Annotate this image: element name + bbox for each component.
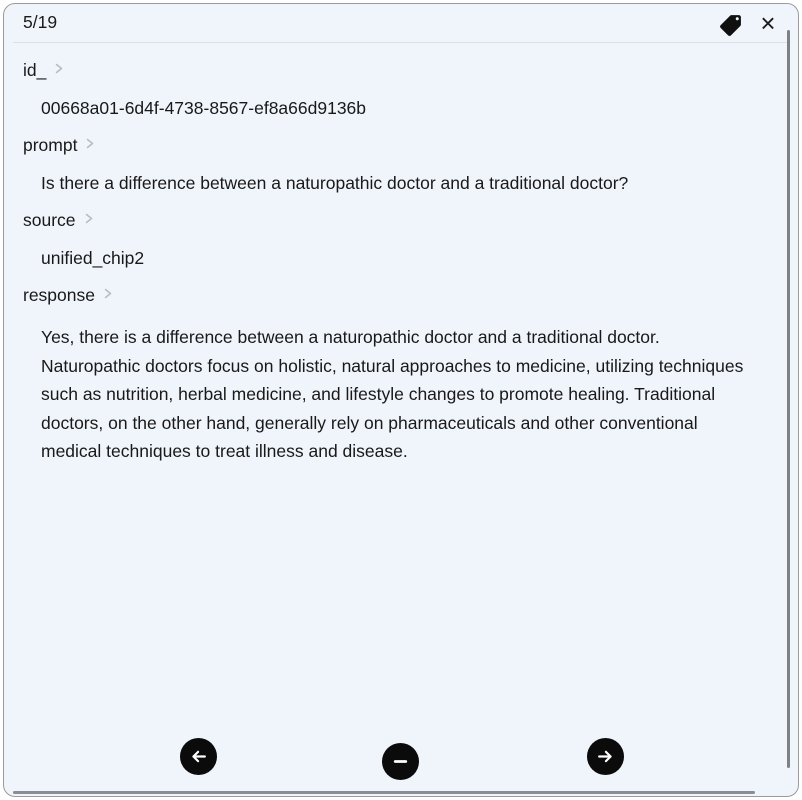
field-label-row: [23, 285, 798, 305]
close-button[interactable]: [753, 8, 783, 38]
next-record-button[interactable]: [587, 738, 624, 775]
field-key: response: [23, 284, 95, 305]
tag-icon: [718, 13, 743, 38]
record-counter: 5/19: [23, 12, 58, 32]
horizontal-scrollbar[interactable]: [13, 791, 755, 794]
chevron-right-icon[interactable]: [102, 287, 114, 300]
field-value: unified_chip2: [41, 248, 145, 268]
header-bar: [13, 4, 790, 43]
previous-record-button[interactable]: [180, 738, 217, 775]
field-label-row: [23, 60, 798, 80]
field-key: prompt: [23, 134, 78, 155]
tag-button[interactable]: [715, 10, 745, 40]
close-icon: ×: [760, 8, 776, 38]
arrow-right-icon: [596, 747, 615, 766]
chevron-right-icon[interactable]: [83, 212, 95, 225]
vertical-scrollbar[interactable]: [787, 30, 790, 768]
field-key: id_: [23, 59, 47, 80]
field-label-row: [23, 135, 798, 155]
record-fields: [4, 60, 798, 466]
collapse-button[interactable]: [382, 743, 419, 780]
field-label-row: [23, 210, 798, 230]
field-value: 00668a01-6d4f-4738-8567-ef8a66d9136b: [41, 98, 367, 118]
chevron-right-icon[interactable]: [84, 137, 96, 150]
field-key: source: [23, 209, 76, 230]
arrow-left-icon: [189, 747, 208, 766]
field-value: Is there a difference between a naturopathic doctor and a traditional doctor?: [41, 173, 629, 193]
minus-icon: [391, 752, 410, 771]
field-value-response: Yes, there is a difference between a naturopathic doctor and a traditional doctor. Naturopathic doctors focus on holistic, natural approaches to medicine, utilizing techniques such as nutrition, herbal medicine, and lifestyle changes to promote healing. Traditional doctors, on the other hand, generally rely on pharmaceuticals and other conventional medical techniques to treat illness and disease.: [41, 327, 744, 461]
chevron-right-icon[interactable]: [53, 62, 65, 75]
record-viewer-card: [3, 3, 799, 797]
